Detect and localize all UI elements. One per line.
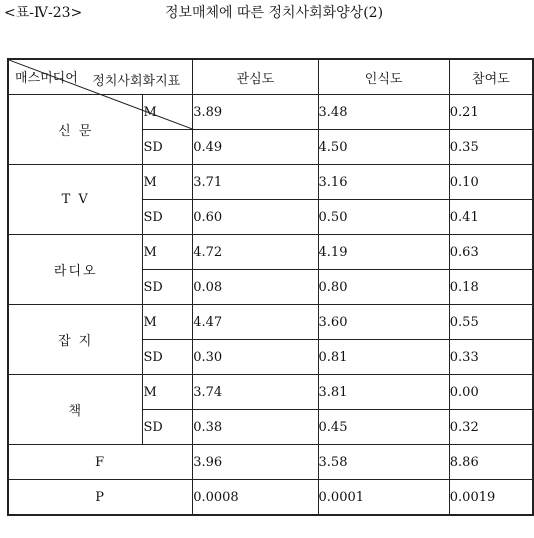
table-row [8, 375, 533, 410]
value-cell: 0.32 [449, 410, 533, 445]
value-cell: 4.47 [193, 305, 318, 340]
corner-header-cell [8, 59, 193, 95]
stat-label: M [143, 305, 193, 340]
column-header: 관심도 [193, 59, 318, 95]
value-cell: 0.38 [193, 410, 318, 445]
value-cell: 4.50 [318, 130, 449, 165]
group-label: 책 [8, 375, 143, 445]
table-title: 정보매체에 따른 정치사회화양상(2) [164, 5, 384, 21]
stat-label: SD [143, 410, 193, 445]
table-row [8, 165, 533, 200]
summary-row-p [8, 480, 533, 516]
group-label: 신 문 [8, 95, 143, 165]
summary-label: F [8, 445, 193, 480]
value-cell: 0.08 [193, 270, 318, 305]
table-number-label: <표-Ⅳ-23> [4, 5, 83, 21]
value-cell: 3.16 [318, 165, 449, 200]
value-cell: 0.18 [449, 270, 533, 305]
value-cell: 0.0008 [193, 480, 318, 516]
value-cell: 0.30 [193, 340, 318, 375]
value-cell: 0.63 [449, 235, 533, 270]
value-cell: 0.60 [193, 200, 318, 235]
value-cell: 4.72 [193, 235, 318, 270]
column-header: 인식도 [318, 59, 449, 95]
value-cell: 3.48 [318, 95, 449, 130]
value-cell: 0.0001 [318, 480, 449, 516]
header-row [8, 59, 533, 95]
value-cell: 3.89 [193, 95, 318, 130]
value-cell: 0.33 [449, 340, 533, 375]
stat-label: M [143, 235, 193, 270]
group-label: 라디오 [8, 235, 143, 305]
stat-label: SD [143, 130, 193, 165]
value-cell: 3.60 [318, 305, 449, 340]
summary-row-f [8, 445, 533, 480]
value-cell: 0.55 [449, 305, 533, 340]
value-cell: 3.74 [193, 375, 318, 410]
value-cell: 3.58 [318, 445, 449, 480]
value-cell: 0.35 [449, 130, 533, 165]
stat-label: M [143, 95, 193, 130]
value-cell: 4.19 [318, 235, 449, 270]
value-cell: 0.50 [318, 200, 449, 235]
value-cell: 0.00 [449, 375, 533, 410]
value-cell: 0.41 [449, 200, 533, 235]
corner-bottom-label: 매스미디어 [15, 71, 78, 86]
value-cell: 8.86 [449, 445, 533, 480]
value-cell: 3.71 [193, 165, 318, 200]
stat-label: SD [143, 200, 193, 235]
value-cell: 0.10 [449, 165, 533, 200]
value-cell: 0.21 [449, 95, 533, 130]
value-cell: 0.0019 [449, 480, 533, 516]
table-row [8, 235, 533, 270]
value-cell: 0.80 [318, 270, 449, 305]
group-label: 잡 지 [8, 305, 143, 375]
value-cell: 3.81 [318, 375, 449, 410]
corner-top-label: 정치사회화지표 [92, 74, 181, 89]
value-cell: 3.96 [193, 445, 318, 480]
stat-label: SD [143, 270, 193, 305]
stat-label: SD [143, 340, 193, 375]
value-cell: 0.81 [318, 340, 449, 375]
summary-label: P [8, 480, 193, 516]
statistics-table [7, 58, 534, 516]
table-row [8, 305, 533, 340]
value-cell: 0.49 [193, 130, 318, 165]
value-cell: 0.45 [318, 410, 449, 445]
column-header: 참여도 [449, 59, 533, 95]
stat-label: M [143, 375, 193, 410]
group-label: T V [8, 165, 143, 235]
stat-label: M [143, 165, 193, 200]
